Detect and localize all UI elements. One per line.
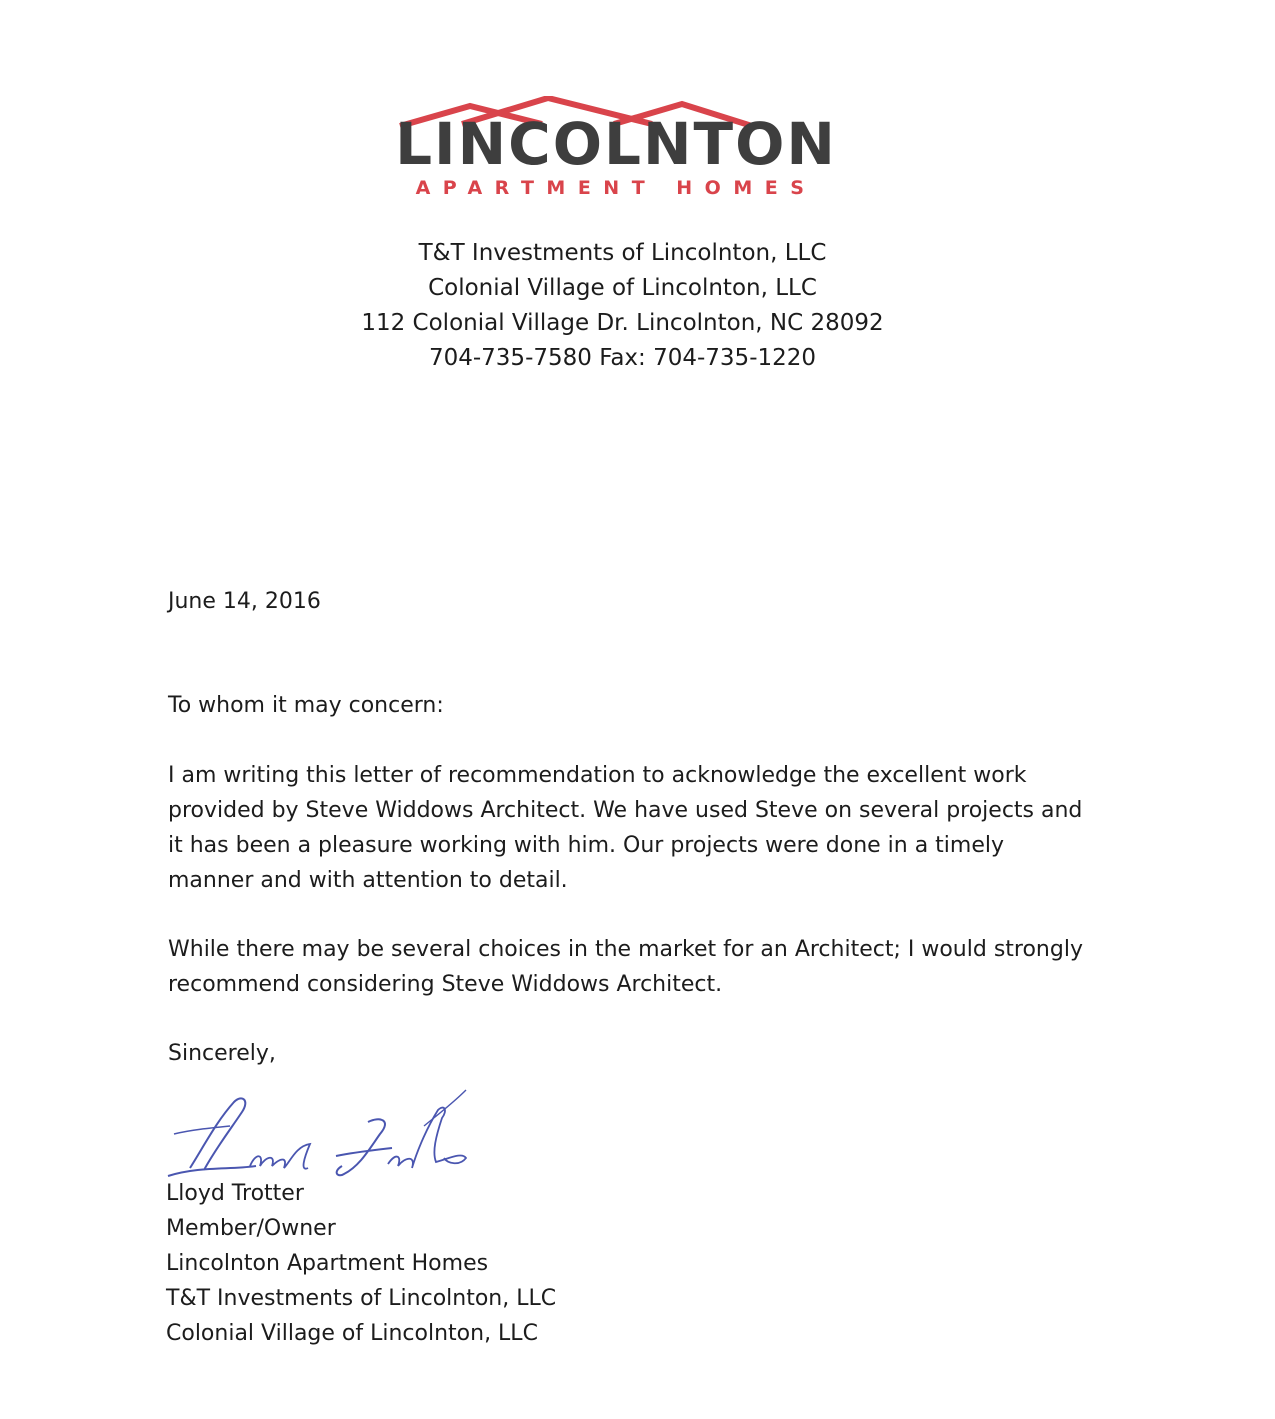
address-line-street: 112 Colonial Village Dr. Lincolnton, NC 28092 [361,310,884,336]
logo-wordmark: LINCOLNTON [395,110,837,178]
company-address [300,236,945,376]
signer-company-2: T&T Investments of Lincolnton, LLC [166,1286,557,1311]
address-line-village: Colonial Village of Lincolnton, LLC [428,275,817,301]
logo-subtitle: APARTMENT HOMES [415,177,817,199]
letter-date: June 14, 2016 [168,589,321,614]
signer-company-3: Colonial Village of Lincolnton, LLC [166,1321,538,1346]
signer-title: Member/Owner [166,1216,336,1241]
letter-paragraph-1 [168,758,1088,898]
signer-name: Lloyd Trotter [166,1181,304,1206]
signature-block [166,1176,766,1351]
signer-company: Lincolnton Apartment Homes [166,1251,489,1276]
paragraph-text: While there may be several choices in the market for an Architect; I would strongly recommend considering Steve Widdows Architect. [168,937,1083,997]
address-line-company: T&T Investments of Lincolnton, LLC [418,240,827,266]
letter-salutation: To whom it may concern: [168,693,444,718]
handwritten-signature [160,1086,480,1186]
letter-paragraph-2 [168,932,1088,1002]
address-line-phone: 704-735-7580 Fax: 704-735-1220 [428,345,817,371]
letter-closing: Sincerely, [168,1041,276,1066]
paragraph-text: I am writing this letter of recommendation to acknowledge the excellent work provided by Steve Widdows Architect. We have used Steve on several projects and it has been a pleasure working with him. Our projects were done in a timely manner and with attention to detail. [168,763,1083,893]
company-logo [352,96,880,206]
